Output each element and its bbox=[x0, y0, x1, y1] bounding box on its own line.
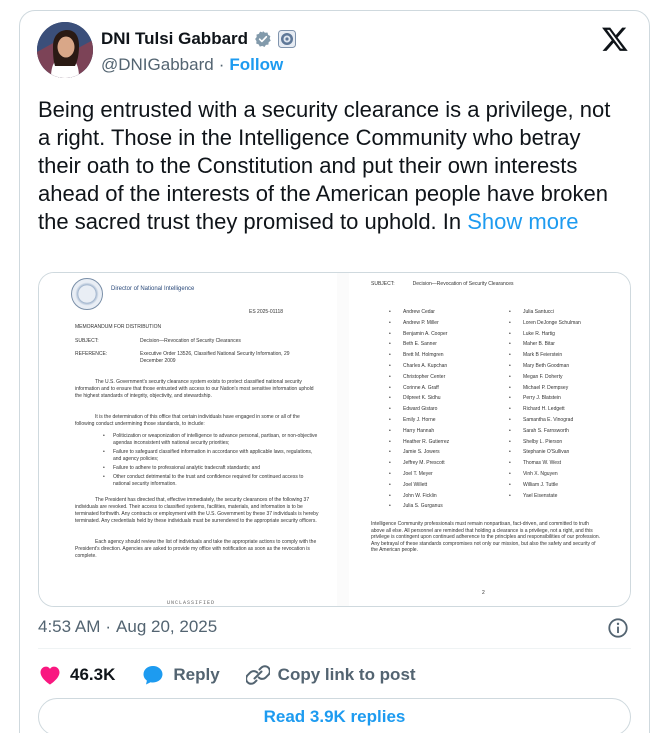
name-item: • Luke R. Hartig bbox=[509, 331, 581, 342]
name-item: • Richard H. Ledgett bbox=[509, 406, 581, 417]
name-item: • Vinh X. Nguyen bbox=[509, 471, 581, 482]
name-item: • Julia Santucci bbox=[509, 309, 581, 320]
memo-paragraph-3: The President has directed that, effective immediately, the security clearances of the following 37 individuals are revoked. Their access to classified systems, facilities, materials, and information is to be terminated forthwith. Any contracts or employment with the U.S. Government by these 37 individuals is hereby terminated. Any credentials held by these individuals must be surrendered to the appropriate security officers. bbox=[75, 497, 319, 524]
info-icon[interactable] bbox=[607, 617, 629, 639]
name-item: • Joel T. Meyer bbox=[389, 471, 449, 482]
memo-subject-row bbox=[75, 338, 290, 344]
name-item: • William J. Tuttle bbox=[509, 482, 581, 493]
name-item: • Charles A. Kupchan bbox=[389, 363, 449, 374]
name-item: • Sarah S. Farnsworth bbox=[509, 428, 581, 439]
name-item: • Megan F. Doherty bbox=[509, 374, 581, 385]
memo-heading: MEMORANDUM FOR DISTRIBUTION bbox=[75, 324, 162, 330]
show-more-link[interactable]: Show more bbox=[467, 209, 579, 234]
name-item: • Jeffrey M. Prescott bbox=[389, 460, 449, 471]
tweet-text bbox=[38, 96, 618, 236]
classification-footer: UNCLASSIFIED bbox=[167, 600, 216, 606]
memo-paragraph-4: Each agency should review the list of individuals and take the appropriate actions to comply with the President's direction. Agencies are asked to provide my office with notification as soon as the revocation is complete. bbox=[75, 539, 317, 559]
name-item: • Beth E. Sanner bbox=[389, 341, 449, 352]
name-item: • Thomas W. West bbox=[509, 460, 581, 471]
memo-bullet: • Failure to adhere to professional analytic tradecraft standards; and bbox=[103, 465, 318, 472]
document-page-1 bbox=[39, 273, 337, 607]
name-item: • Perry J. Blatstein bbox=[509, 395, 581, 406]
like-count: 46.3K bbox=[70, 665, 116, 684]
name-item: • Maher B. Bitar bbox=[509, 341, 581, 352]
memo-reference-row bbox=[75, 351, 290, 365]
names-list-right bbox=[509, 309, 581, 503]
memo-subject-key: SUBJECT: bbox=[75, 338, 99, 344]
heart-icon bbox=[38, 663, 62, 687]
name-item: • Michael P. Dempsey bbox=[509, 385, 581, 396]
name-item: • Dilpreet K. Sidhu bbox=[389, 395, 449, 406]
name-item: • Corinne A. Graff bbox=[389, 385, 449, 396]
memo-subject-value: Decision—Revocation of Security Clearances bbox=[140, 338, 241, 344]
document-page-2 bbox=[349, 273, 631, 607]
copy-link-button[interactable] bbox=[246, 663, 416, 687]
verified-badge-icon[interactable] bbox=[254, 30, 272, 48]
handle-separator: · bbox=[218, 55, 225, 74]
x-logo-icon[interactable] bbox=[601, 25, 629, 53]
name-item: • Heather R. Gutierrez bbox=[389, 439, 449, 450]
name-item: • Joel Willett bbox=[389, 482, 449, 493]
name-item: • John W. Ficklin bbox=[389, 493, 449, 504]
post-time[interactable]: 4:53 AM bbox=[38, 617, 101, 636]
divider bbox=[38, 648, 631, 649]
memo-reference-key: REFERENCE: bbox=[75, 351, 108, 357]
name-item: • Mark B Feierstein bbox=[509, 352, 581, 363]
page2-subject-row bbox=[371, 281, 514, 287]
name-item: • Benjamin A. Cooper bbox=[389, 331, 449, 342]
link-icon bbox=[246, 663, 270, 687]
copy-link-label: Copy link to post bbox=[277, 665, 416, 684]
government-badge-icon[interactable] bbox=[278, 30, 296, 48]
read-replies-button[interactable] bbox=[38, 698, 631, 733]
name-item: • Stephanie O'Sullivan bbox=[509, 449, 581, 460]
memo-paragraph-2: It is the determination of this office that certain individuals have engaged in some or all of the following conduct undermining those standards, to include: bbox=[75, 414, 300, 427]
name-item: • Harry Hannah bbox=[389, 428, 449, 439]
odni-seal-icon bbox=[71, 278, 103, 310]
name-item: • Samantha E. Vinograd bbox=[509, 417, 581, 428]
follow-button[interactable]: Follow bbox=[229, 55, 284, 74]
memo-paragraph-1: The U.S. Government's security clearance system exists to protect classified national security information and to ensure that those entrusted with access to our Nation's most sensitive information uphold the highest standards of integrity, objectivity, and stewardship. bbox=[75, 379, 314, 399]
memo-bullet: • Failure to safeguard classified information in accordance with applicable laws, regulations, and agency policies; bbox=[103, 449, 318, 463]
document-es-number: ES 2025-01118 bbox=[249, 309, 284, 315]
handle-row bbox=[101, 55, 283, 75]
handle[interactable]: @DNIGabbard bbox=[101, 55, 214, 74]
name-item: • Jamie S. Jowers bbox=[389, 449, 449, 460]
timestamp-separator: · bbox=[105, 617, 112, 636]
page-number: 2 bbox=[482, 590, 485, 596]
author-name-row bbox=[101, 29, 296, 49]
name-item: • Brett M. Holmgren bbox=[389, 352, 449, 363]
action-bar bbox=[38, 661, 416, 689]
tweet-body: Being entrusted with a security clearance is a privilege, not a right. Those in the Intelligence Community who betray their oath to the Constitution and put their own interests ahead of the interests of the American people have broken the sacred trust they promised to uphold. In bbox=[38, 97, 611, 234]
name-item: • Andrew Cedar bbox=[389, 309, 449, 320]
read-replies-label: Read 3.9K replies bbox=[263, 707, 406, 726]
memo-bullet: • Politicization or weaponization of intelligence to advance personal, partisan, or non-objective agendas inconsistent with national security priorities; bbox=[103, 433, 318, 447]
page2-closing-paragraph: Intelligence Community professionals must remain nonpartisan, fact-driven, and committed to truth above all else. All personnel are reminded that holding a clearance is a privilege, not a right, and this privilege is contingent upon continued adherence to the principles and responsibilities of our profession. Any betrayal of these standards compromises not only our mission, but also the safety and security of the American people. bbox=[371, 521, 601, 553]
name-item: • Julia S. Gurganus bbox=[389, 503, 449, 514]
memo-reference-value: Executive Order 13526, Classified National Security Information, 29 December 2009 bbox=[140, 351, 290, 364]
page2-subject-value: Decision—Revocation of Security Clearances bbox=[412, 281, 514, 287]
reply-icon bbox=[141, 663, 165, 687]
name-item: • Emily J. Horne bbox=[389, 417, 449, 428]
name-item: • Christopher Center bbox=[389, 374, 449, 385]
memo-bullets bbox=[103, 433, 318, 490]
avatar[interactable] bbox=[37, 22, 93, 78]
name-item: • Shelby L. Pierson bbox=[509, 439, 581, 450]
attached-document-image[interactable] bbox=[38, 272, 631, 607]
name-item: • Edward Gistaro bbox=[389, 406, 449, 417]
name-item: • Yael Eisenstate bbox=[509, 493, 581, 504]
reply-label: Reply bbox=[173, 665, 220, 684]
post-date[interactable]: Aug 20, 2025 bbox=[116, 617, 218, 636]
display-name[interactable]: DNI Tulsi Gabbard bbox=[101, 29, 249, 48]
name-item: • Mary Beth Goodman bbox=[509, 363, 581, 374]
document-office: Director of National Intelligence bbox=[111, 286, 195, 292]
timestamp[interactable] bbox=[38, 617, 217, 637]
name-item: • Loren DeJonge Schulman bbox=[509, 320, 581, 331]
name-item: • Andrew P. Miller bbox=[389, 320, 449, 331]
names-list-left bbox=[389, 309, 449, 514]
like-button[interactable] bbox=[38, 663, 115, 687]
reply-button[interactable] bbox=[141, 663, 219, 687]
memo-bullet: • Other conduct detrimental to the trust and confidence required for continued access to national security information. bbox=[103, 474, 318, 488]
page2-subject-key: SUBJECT: bbox=[371, 281, 395, 287]
